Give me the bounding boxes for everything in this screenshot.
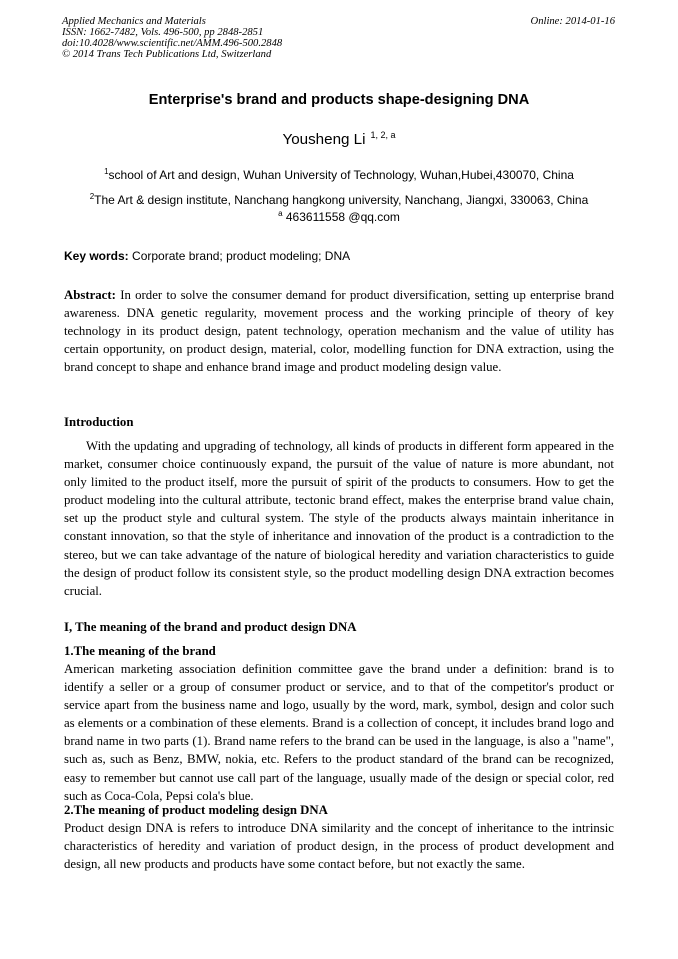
author-line: [0, 130, 678, 148]
subsection-2-text: Product design DNA is refers to introduce DNA similarity and the concept of inheritance to the intrinsic characteristics of heredity and variation of product design, in the process of product development and design, all new products and products have some contact before, but not exactly the same.: [64, 821, 614, 872]
affiliation-2: [0, 192, 678, 207]
keywords: [64, 249, 350, 263]
online-date: Online: 2014-01-16: [530, 16, 615, 27]
email-text: 463611558 @qq.com: [285, 210, 400, 224]
journal-name: Applied Mechanics and Materials: [62, 16, 206, 27]
journal-header: [62, 16, 282, 60]
abstract-text: In order to solve the consumer demand for product diversification, setting up enterprise brand awareness. DNA genetic regularity, movement process and the working principle of theory of key technology in its product design, patent technology, operation mechanism and the value of utility has certain opportunity, on product design, material, color, modelling function for DNA extraction, using the brand concept to shape and enhance brand image and product modeling design value.: [64, 288, 615, 375]
copyright-line: © 2014 Trans Tech Publications Ltd, Switzerland: [62, 49, 272, 60]
doi-line: doi:10.4028/www.scientific.net/AMM.496-500.2848: [62, 38, 283, 49]
keywords-text: Corporate brand; product modeling; DNA: [132, 249, 351, 263]
subsection-1-text: American marketing association definition committee gave the brand under a definition: brand is to identify a seller or a group of consumer product or service, and to that of the competitor's product or service apart from the business name and logo, usually by the word, mark, symbol, design and color such as elements or a combination of these elements. Brand is a collection of concept, it includes brand logo and brand name in two parts (1). Brand name refers to the brand can be used in the language, is also a "name", such as, such as Benz, BMW, nokia, etc. Refers to the product standard of the brand can be recognized, easy to remember but cannot use call part of the language, usually made of the design or special color, red such as Coca-Cola, Pepsi cola's blue.: [64, 662, 614, 803]
author-name: Yousheng Li: [282, 131, 366, 148]
abstract: [64, 286, 614, 376]
affiliation-2-superscript: 2: [89, 192, 95, 201]
email-line: [0, 209, 678, 224]
introduction-heading: Introduction: [64, 415, 134, 429]
subsection-1-heading: 1.The meaning of the brand: [64, 644, 216, 658]
issn-line: ISSN: 1662-7482, Vols. 496-500, pp 2848-2851: [62, 27, 264, 38]
affiliation-2-text: The Art & design institute, Nanchang hangkong university, Nanchang, Jiangxi, 330063, China: [94, 193, 589, 207]
abstract-label: Abstract:: [64, 288, 116, 302]
affiliation-1-superscript: 1: [104, 167, 109, 176]
email-superscript: a: [278, 209, 283, 218]
subsection-2-heading: 2.The meaning of product modeling design DNA: [64, 803, 328, 817]
affiliation-1: [0, 167, 678, 182]
introduction-text: With the updating and upgrading of technology, all kinds of products in different form appeared in the market, consumer choice continuously expand, the pursuit of the value of nature is more abundant, not only limited to the product itself, more the pursuit of spirit of the products to consumers. How to get the product modeling into the cultural attribute, tectonic brand effect, makes the enterprise brand value chain, set up the product style and cultural system. The style of the products always maintain inheritance in constant innovation, so that the style of inheritance and innovation of the product is a contradiction to the stereo, but we can take advantage of the nature of biological heredity and variation characteristics to guide the design of product follow its consistent style, so the product modelling design DNA extraction becomes crucial.: [64, 439, 614, 598]
affiliation-1-text: school of Art and design, Wuhan University of Technology, Wuhan,Hubei,430070, China: [108, 168, 574, 182]
keywords-label: Key words:: [64, 249, 129, 263]
paper-title: Enterprise's brand and products shape-designing DNA: [148, 92, 530, 108]
author-superscript: 1, 2, a: [370, 130, 396, 140]
section-1-heading: I, The meaning of the brand and product design DNA: [64, 620, 357, 634]
